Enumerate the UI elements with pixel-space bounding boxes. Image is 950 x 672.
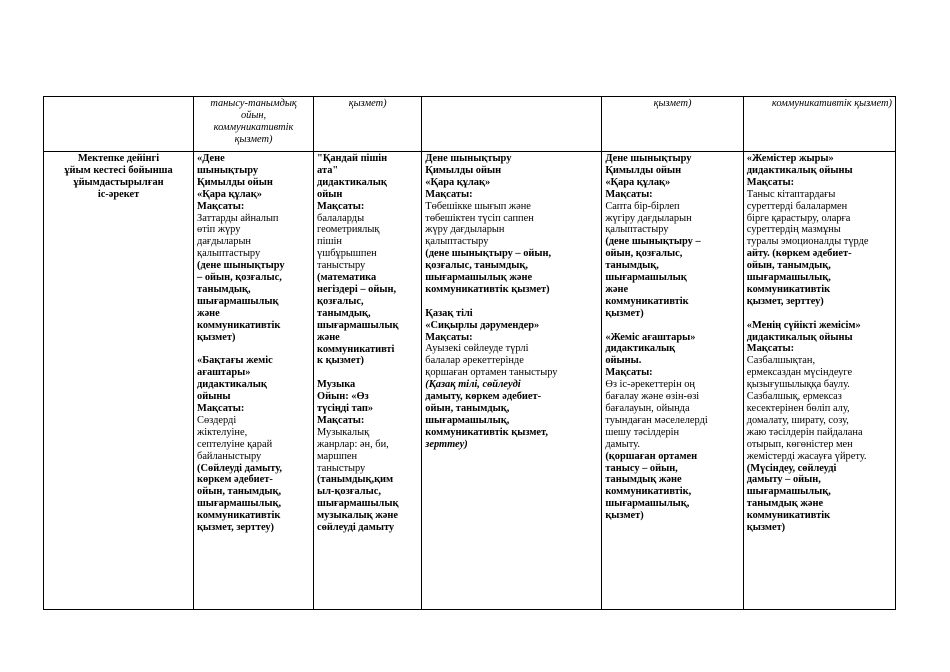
cell-line: коммуникативтік, <box>605 486 692 498</box>
thursday-cell <box>602 152 743 610</box>
cell-line: танымдық, <box>605 260 659 272</box>
cell-line: төбешіктен түсіп саппен <box>425 212 534 224</box>
cell-line: қызығушылыққа баулу. <box>746 379 850 391</box>
cell-line <box>197 344 310 356</box>
cell-line: дидактикалық <box>197 379 267 391</box>
cell-line: қалыптастыру <box>425 236 489 248</box>
cell-line: жүгіру дағдыларын <box>605 212 692 224</box>
cell-line: суреттердің мазмұны <box>746 224 841 236</box>
cell-line: таныстыру <box>317 462 366 474</box>
cell-line: негіздері – ойын, <box>317 283 397 295</box>
cell-line: танысу – ойын, <box>605 462 678 474</box>
cell-line: ағаштары» <box>197 367 251 379</box>
cell-line: Төбешікке шығып және <box>425 200 531 212</box>
cell-line: жаю тәсілдерін пайдалана <box>746 426 863 438</box>
cell-line: ойыны. <box>605 355 642 367</box>
cell-line: Мақсаты: <box>746 176 795 188</box>
cell-line: дидактикалық <box>605 343 676 355</box>
cell-line: коммуникативтік <box>746 510 831 522</box>
cell-line: қызмет) <box>746 522 786 534</box>
cell-line: коммуникативтік <box>197 319 281 331</box>
top-cell-4: қызмет) <box>602 97 743 152</box>
cell-line: таныстыру <box>317 260 366 272</box>
tuesday-cell <box>314 152 422 610</box>
cell-line: қалыптастыру <box>197 248 261 260</box>
cell-line: Мақсаты: <box>425 188 473 200</box>
cell-line: Сөздерді <box>197 414 237 426</box>
cell-line: Қимылды ойын <box>425 164 502 176</box>
cell-line: дидактикалық <box>317 176 387 188</box>
cell-line: ойын <box>317 188 343 200</box>
cell-line: ойын, танымдық, <box>746 260 831 272</box>
cell-line: Мақсаты: <box>197 200 245 212</box>
cell-line: көркем әдебиет- <box>197 474 273 486</box>
cell-line: Сазбалшықтан, <box>746 355 816 367</box>
cell-line: қызмет) <box>605 510 644 522</box>
cell-line: сөйлеуді дамыту <box>317 522 395 534</box>
cell-line: «Сиқырлы дәрумендер» <box>425 319 540 331</box>
cell-line: музыкалық және <box>317 510 398 522</box>
cell-line <box>747 308 892 320</box>
cell-line: (дене шынықтыру – <box>605 236 701 248</box>
row-heading-cell: Мектепке дейінгі ұйым кестесі бойынша ұйымдастырылған іс-әрекет <box>44 152 194 610</box>
cell-line: бағалауын, ойында <box>605 403 690 415</box>
cell-line: және <box>197 307 220 319</box>
cell-line: коммуникативтік <box>197 510 281 522</box>
cell-line: жіктелуіне, <box>197 426 248 438</box>
cell-line: «Қара құлақ» <box>197 188 262 200</box>
cell-line: танымдық, <box>197 283 251 295</box>
cell-line: «Қара құлақ» <box>605 176 671 188</box>
cell-line: танымдық және <box>605 474 682 486</box>
cell-line: жемістерді жасауға үйрету. <box>746 450 867 462</box>
cell-line: түсіңді тап» <box>317 403 374 415</box>
cell-line: Дене шынықтыру <box>605 153 692 164</box>
cell-line: к қызмет) <box>317 355 365 367</box>
cell-line: (дене шынықтыру <box>197 260 285 272</box>
cell-line: шығармашылық <box>197 295 279 307</box>
cell-line: қызмет, зерттеу) <box>746 295 824 307</box>
top-cell-5: коммуникативтік қызмет) <box>743 97 895 152</box>
cell-line: қозғалыс, танымдық, <box>425 260 528 272</box>
cell-line: танымдық және <box>746 498 824 510</box>
cell-line: шығармашылық, <box>746 486 831 498</box>
cell-line: ойын, қозғалыс, <box>605 248 683 260</box>
cell-line: ата" <box>317 164 339 176</box>
friday-cell <box>743 152 895 610</box>
cell-line: дамыту, көркем әдебиет- <box>425 391 542 403</box>
cell-line: шығармашылық және <box>425 272 533 284</box>
cell-line: ойыны <box>197 391 231 403</box>
cell-line: «Бақтағы жеміс <box>197 355 273 367</box>
cell-line: Қимылды ойын <box>605 164 682 176</box>
cell-line: туындаған мәселелерді <box>605 414 708 426</box>
cell-line: маршпен <box>317 450 358 462</box>
cell-line: Қимылды ойын <box>197 176 273 188</box>
cell-line: ойын, танымдық, <box>197 486 282 498</box>
cell-line: Ойын: «Өз <box>317 391 369 403</box>
cell-line: Сапта бір-бірлеп <box>605 200 680 212</box>
cell-line: шығармашылық, <box>425 414 510 426</box>
cell-line: шығармашылық <box>317 319 399 331</box>
cell-line: байланыстыру <box>197 450 262 462</box>
cell-line: Қазақ тілі <box>425 307 473 319</box>
cell-line: "Қандай пішін <box>317 153 388 164</box>
cell-line: шығармашылық <box>317 498 399 510</box>
cell-line: Өз іс-әрекеттерін оң <box>605 379 695 391</box>
monday-cell <box>194 152 314 610</box>
cell-line: қызмет) <box>605 307 644 319</box>
cell-line: Мақсаты: <box>605 367 653 379</box>
cell-line: Ауызекі сөйлеуде түрлі <box>425 343 529 355</box>
cell-line: Мақсаты: <box>746 343 795 355</box>
cell-line: (Мүсіндеу, сөйлеуді <box>746 462 837 474</box>
cell-line: Таныс кітаптардағы <box>746 188 836 200</box>
cell-line: қызмет) <box>197 331 236 343</box>
cell-line: ыл-қозғалыс, <box>317 486 381 498</box>
cell-line: Мақсаты: <box>605 188 653 200</box>
cell-line: балаларды <box>317 212 365 224</box>
cell-line: пішін <box>317 236 342 248</box>
cell-line: коммуникативті <box>317 343 395 355</box>
cell-line: бірге қарастыру, оларға <box>746 212 851 224</box>
cell-line: шынықтыру <box>197 164 259 176</box>
cell-line: өтіп жүру <box>197 224 241 236</box>
top-cell-0 <box>44 97 194 152</box>
cell-line: жанрлар: ән, би, <box>317 438 389 450</box>
cell-line: туралы эмоционалды түрде <box>746 236 869 248</box>
cell-line: айту. (көркем әдебиет- <box>746 248 852 260</box>
cell-line: шығармашылық <box>605 272 687 284</box>
cell-line: кесектерінен бөліп алу, <box>746 403 850 415</box>
cell-line: шешу тәсілдерін <box>605 426 680 438</box>
cell-line: қалыптастыру <box>605 224 669 236</box>
cell-line: суреттерді балалармен <box>746 200 848 212</box>
cell-line: бағалау және өзін-өзі <box>605 391 700 403</box>
cell-line: қозғалыс, <box>317 295 364 307</box>
cell-line: жүру дағдыларын <box>425 224 505 236</box>
cell-line: Мақсаты: <box>317 414 365 426</box>
cell-line: және <box>605 283 629 295</box>
cell-line: дидактикалық ойыны <box>746 164 853 176</box>
cell-line: (танымдық,қим <box>317 474 394 486</box>
continuation-row <box>44 97 896 152</box>
cell-line: балалар әрекеттерінде <box>425 355 524 367</box>
cell-line: шығармашылық, <box>746 272 831 284</box>
cell-line: қоршаған ортамен таныстыру <box>425 367 558 379</box>
cell-line: ермексаздан мүсіндеуге <box>746 367 853 379</box>
cell-line: (қоршаған ортамен <box>605 450 698 462</box>
cell-line: зерттеу) <box>425 438 468 450</box>
activity-row <box>44 152 896 610</box>
cell-line: «Жемістер жыры» <box>746 153 834 164</box>
cell-line: ойын, танымдық, <box>425 403 510 415</box>
cell-line: коммуникативтік <box>605 295 689 307</box>
cell-line: «Менің сүйікті жемісім» <box>746 319 861 331</box>
cell-line: үшбұрышпен <box>317 248 377 260</box>
cell-line: отырып, көгөністер мен <box>746 438 853 450</box>
cell-line: домалату, ширату, созу, <box>746 414 849 426</box>
cell-line: дағдыларын <box>197 236 251 248</box>
cell-line: коммуникативтік қызмет) <box>425 283 550 295</box>
wednesday-cell <box>422 152 602 610</box>
cell-line: Мақсаты: <box>425 331 473 343</box>
cell-line: Заттарды айналып <box>197 212 279 224</box>
top-cell-2: қызмет) <box>314 97 422 152</box>
cell-line: (Сөйлеуді дамыту, <box>197 462 283 474</box>
top-cell-3 <box>422 97 602 152</box>
cell-line: «Жеміс ағаштары» <box>605 331 696 343</box>
cell-line: Музыкалық <box>317 426 370 438</box>
cell-line: Музыка <box>317 379 356 391</box>
cell-line: геометриялық <box>317 224 380 236</box>
top-cell-1: танысу-танымдық ойын, коммуникативтік қызмет) <box>194 97 314 152</box>
cell-line: және <box>317 331 340 343</box>
cell-line: танымдық, <box>317 307 371 319</box>
cell-line: – ойын, қозғалыс, <box>197 272 282 284</box>
cell-line: Сазбалшық, ермексаз <box>746 391 842 403</box>
cell-line: (математика <box>317 272 377 284</box>
cell-line: (дене шынықтыру – ойын, <box>425 248 552 260</box>
cell-line: «Дене <box>197 153 225 164</box>
cell-line <box>317 367 418 379</box>
cell-line: «Қара құлақ» <box>425 176 491 188</box>
schedule-table <box>43 96 896 610</box>
cell-line: қызмет, зерттеу) <box>197 522 275 534</box>
cell-line: дамыту – ойын, <box>746 474 821 486</box>
cell-line: Мақсаты: <box>197 403 245 415</box>
cell-line: коммуникативтік қызмет, <box>425 426 548 438</box>
cell-line: септелуіне қарай <box>197 438 273 450</box>
cell-line: Дене шынықтыру <box>425 153 512 164</box>
cell-line: Мақсаты: <box>317 200 365 212</box>
cell-line <box>605 320 739 332</box>
cell-line: (Қазақ тілі, сөйлеуді <box>425 379 521 391</box>
cell-line: дамыту. <box>605 438 640 450</box>
cell-line <box>425 296 598 308</box>
cell-line: коммуникативтік <box>746 283 831 295</box>
cell-line: дидактикалық ойыны <box>746 331 853 343</box>
cell-line: шығармашылық, <box>197 498 282 510</box>
cell-line: шығармашылық, <box>605 498 690 510</box>
